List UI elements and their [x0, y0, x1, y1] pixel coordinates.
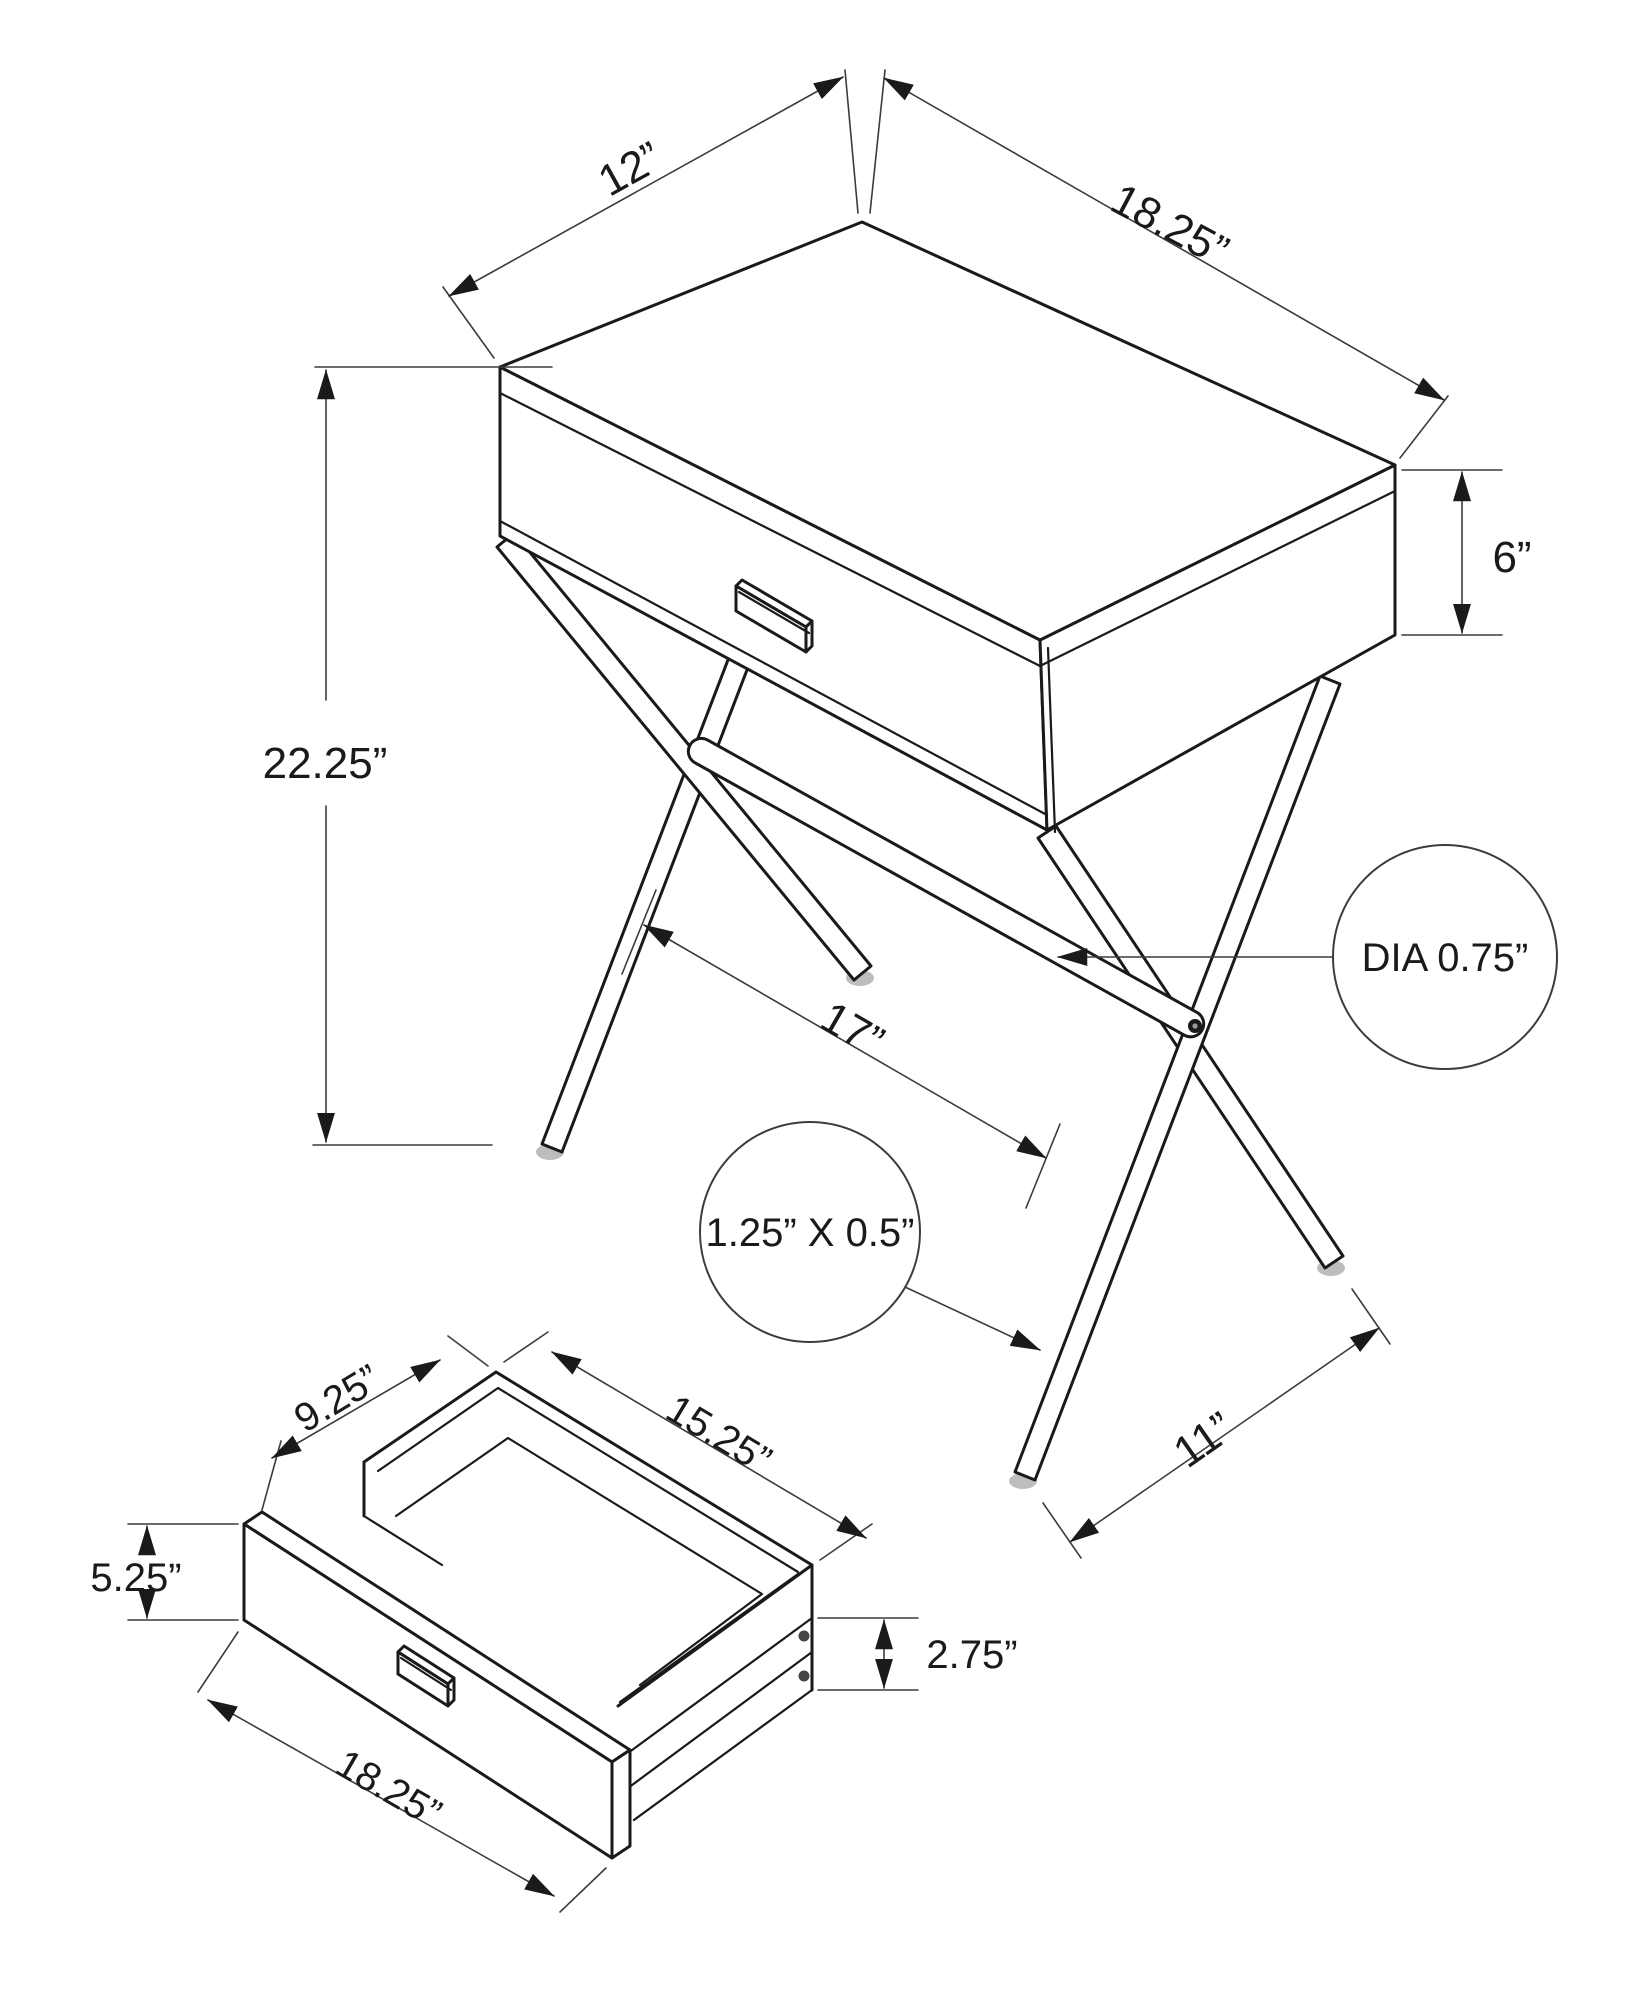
left-back-leg	[542, 600, 770, 1152]
leg-foot-pads	[536, 970, 1345, 1489]
dim-label-overall-height: 22.25”	[262, 739, 388, 788]
dim-label-stretcher-diameter: DIA 0.75”	[1361, 936, 1529, 980]
callout-stretcher-diameter	[1058, 845, 1557, 1069]
dimension-leg-spread-depth	[1043, 1289, 1390, 1558]
dim-label-top-width: 18.25”	[1103, 174, 1237, 277]
dim-label-interior-depth: 9.25”	[286, 1356, 388, 1442]
drawer-detail-view	[90, 1332, 1017, 1912]
dimension-interior-width	[504, 1332, 872, 1560]
dim-label-leg-spread-depth: 11”	[1164, 1402, 1243, 1478]
stretcher-bolt-center	[1192, 1023, 1197, 1028]
dimension-front-height	[90, 1524, 238, 1620]
dim-label-top-depth: 12”	[590, 132, 670, 207]
dim-label-leg-spread-width: 17”	[812, 992, 893, 1067]
dimension-side-rail-height	[818, 1618, 1018, 1690]
dim-label-interior-width: 15.25”	[658, 1386, 779, 1483]
dim-label-side-rail-height: 2.75”	[926, 1633, 1018, 1677]
rail-screw	[799, 1631, 810, 1642]
callout-leg-tube-size	[700, 1122, 1040, 1350]
dimension-interior-depth	[262, 1336, 488, 1510]
dim-label-leg-tube-size: 1.25” X 0.5”	[705, 1211, 915, 1255]
table-body	[500, 222, 1395, 832]
dim-label-front-width: 18.25”	[328, 1741, 449, 1837]
assembled-table-view	[263, 70, 1557, 1558]
rail-screw	[799, 1671, 810, 1682]
dim-label-apron-height: 6”	[1492, 533, 1532, 582]
dim-label-front-height: 5.25”	[90, 1556, 182, 1600]
dimension-apron-height	[1402, 470, 1532, 635]
